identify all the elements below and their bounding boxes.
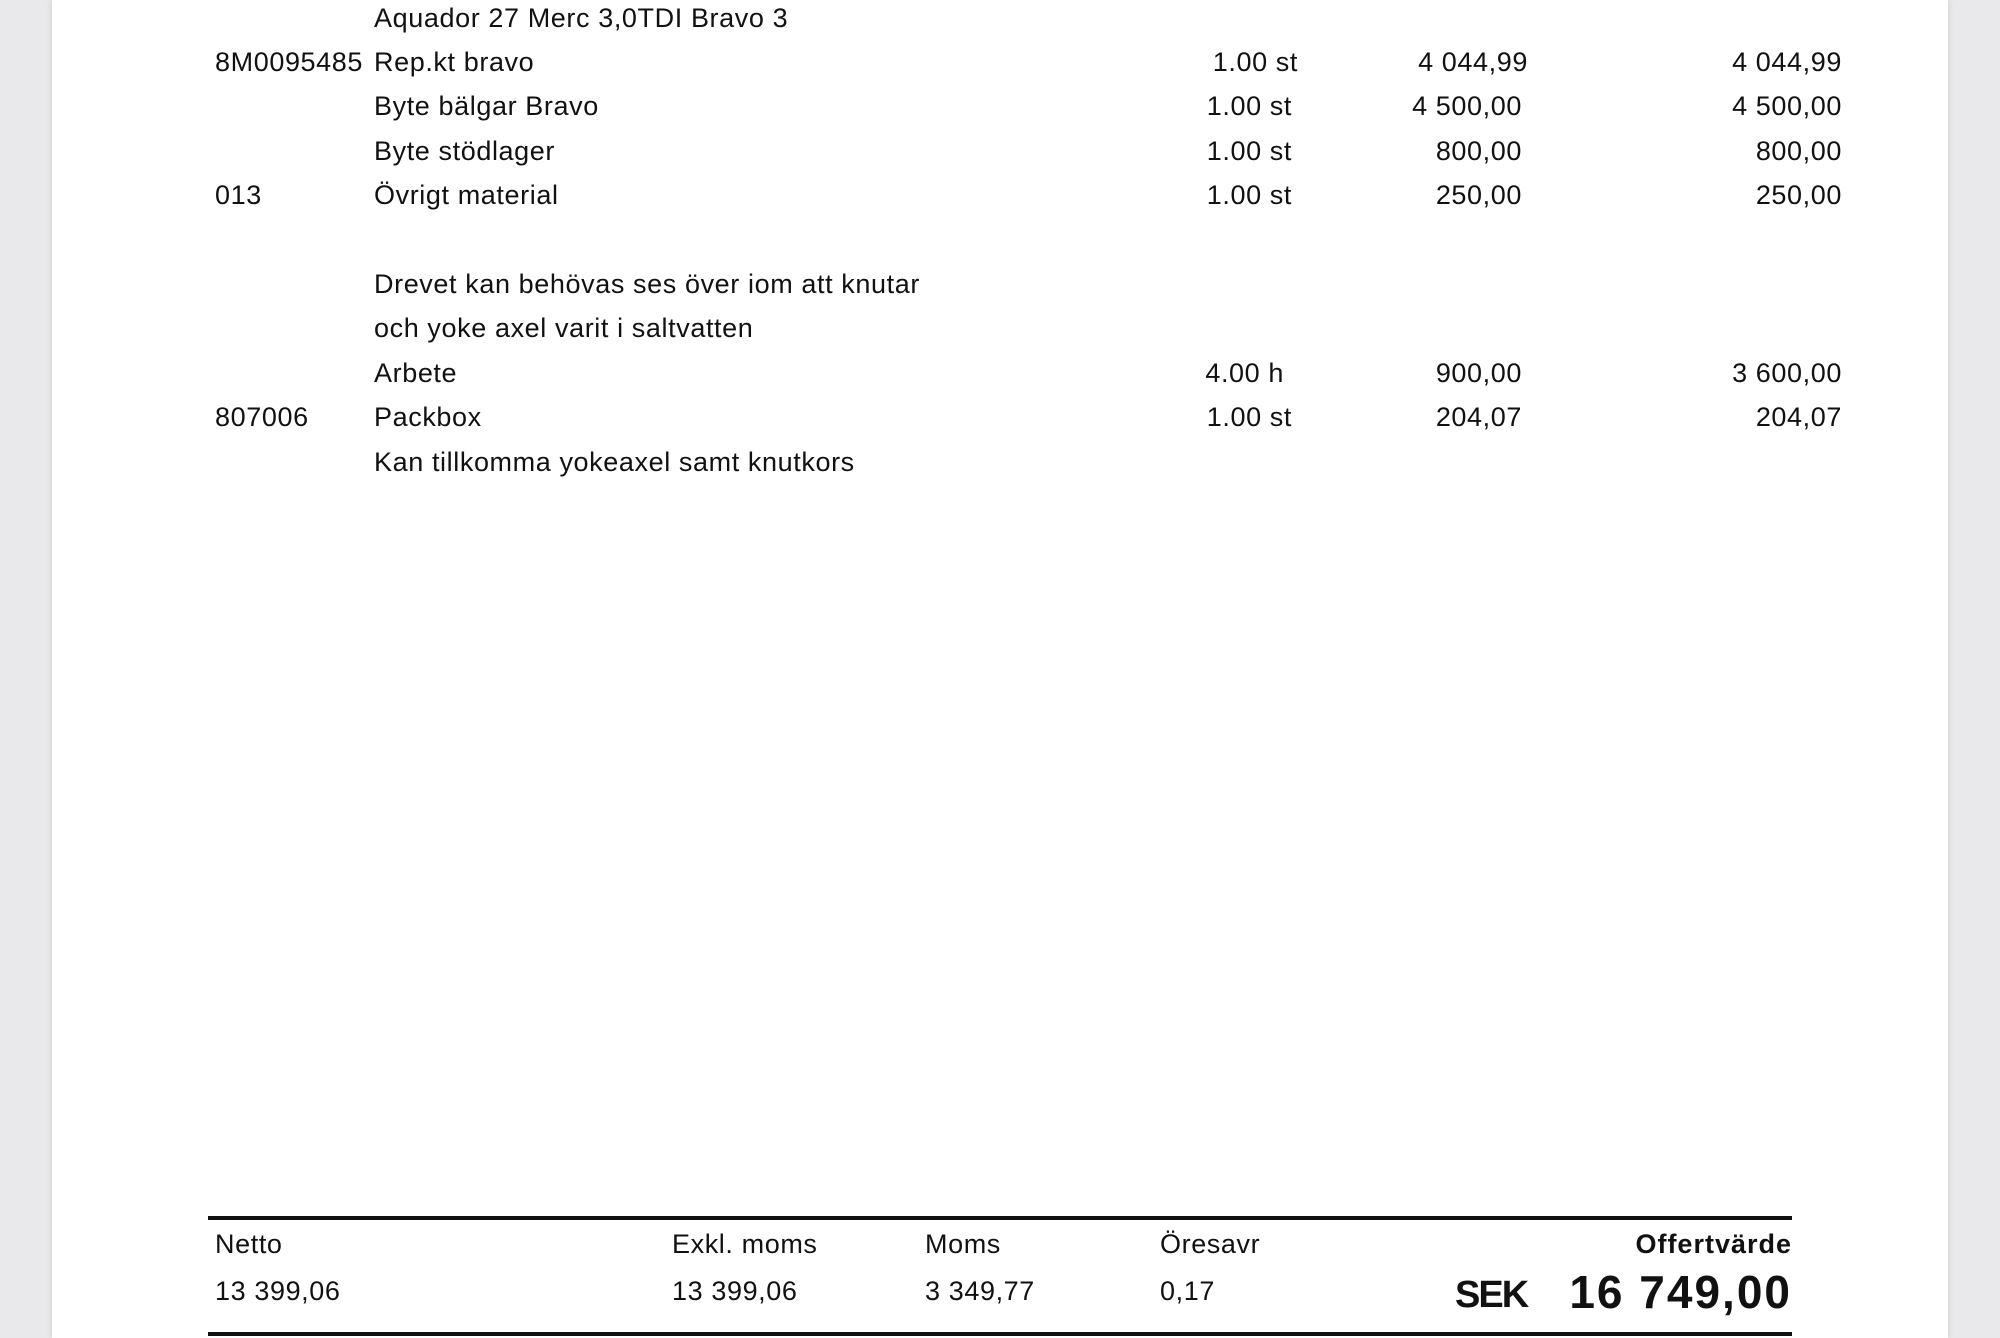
totals-bottom-rule [208, 1332, 1792, 1336]
item-unit-price: 4 500,00 [1412, 91, 1522, 121]
moms-label: Moms [925, 1229, 1001, 1259]
item-amount: 4 044,99 [1732, 47, 1842, 77]
offer-value-label: Offertvärde [1635, 1229, 1792, 1259]
item-quantity: 1.00 st [1206, 136, 1292, 166]
item-amount: 3 600,00 [1732, 358, 1842, 388]
item-description: Arbete [374, 358, 458, 388]
moms-value: 3 349,77 [925, 1276, 1035, 1306]
item-description: Övrigt material [374, 180, 559, 210]
netto-label: Netto [215, 1229, 283, 1259]
item-unit-price: 250,00 [1435, 180, 1522, 210]
line-item [52, 0, 1948, 44]
item-description: Drevet kan behövas ses över iom att knutar [374, 269, 920, 299]
item-quantity: 1.00 st [1212, 47, 1298, 77]
item-description: och yoke axel varit i saltvatten [374, 313, 754, 343]
item-code: 807006 [215, 402, 309, 432]
item-unit-price: 4 044,99 [1418, 47, 1528, 77]
item-description: Aquador 27 Merc 3,0TDI Bravo 3 [374, 3, 789, 33]
item-quantity: 1.00 st [1206, 91, 1292, 121]
offer-total-value: 16 749,00 [1569, 1266, 1792, 1318]
item-description: Rep.kt bravo [374, 47, 535, 77]
netto-value: 13 399,06 [215, 1276, 341, 1306]
item-amount: 204,07 [1755, 402, 1842, 432]
line-item [52, 355, 1948, 399]
exkl-moms-value: 13 399,06 [672, 1276, 798, 1306]
item-unit-price: 204,07 [1435, 402, 1522, 432]
line-item [52, 44, 1948, 88]
item-code: 013 [215, 180, 262, 210]
exkl-moms-label: Exkl. moms [672, 1229, 818, 1259]
document-page [52, 0, 1948, 1338]
item-description: Byte bälgar Bravo [374, 91, 599, 121]
item-unit-price: 900,00 [1435, 358, 1522, 388]
line-item [52, 266, 1948, 310]
item-quantity: 1.00 st [1206, 402, 1292, 432]
oresavrundning-value: 0,17 [1160, 1276, 1215, 1306]
currency-label: SEK [1455, 1274, 1528, 1316]
item-description: Packbox [374, 402, 482, 432]
line-item [52, 444, 1948, 488]
item-amount: 4 500,00 [1732, 91, 1842, 121]
item-description: Kan tillkomma yokeaxel samt knutkors [374, 447, 855, 477]
item-unit-price: 800,00 [1435, 136, 1522, 166]
line-item [52, 88, 1948, 132]
line-item [52, 177, 1948, 221]
line-item [52, 310, 1948, 354]
oresavrundning-label: Öresavr [1160, 1229, 1261, 1259]
line-item [52, 133, 1948, 177]
item-code: 8M0095485 [215, 47, 364, 77]
item-amount: 800,00 [1755, 136, 1842, 166]
item-quantity: 4.00 h [1205, 358, 1284, 388]
totals-top-rule [208, 1216, 1792, 1220]
line-item [52, 399, 1948, 443]
item-quantity: 1.00 st [1206, 180, 1292, 210]
item-description: Byte stödlager [374, 136, 555, 166]
item-amount: 250,00 [1755, 180, 1842, 210]
